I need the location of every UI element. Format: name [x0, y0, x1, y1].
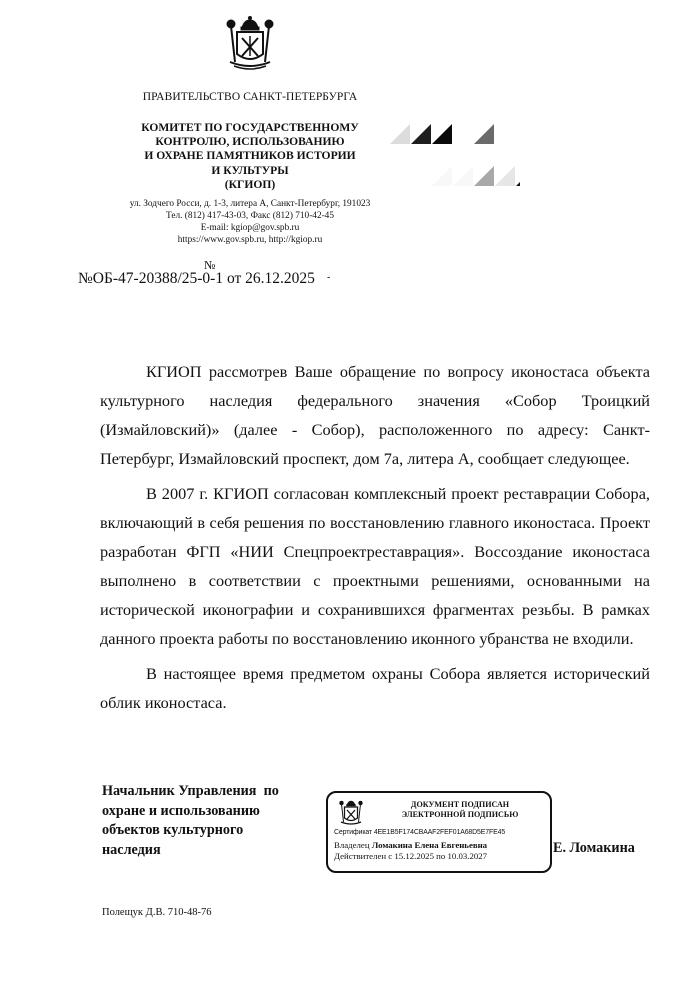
- electronic-signature-stamp: [326, 791, 552, 873]
- registration-number: №ОБ-47-20388/25-0-1 от 26.12.2025: [78, 270, 315, 287]
- committee-line: КОНТРОЛЮ, ИСПОЛЬЗОВАНИЮ: [155, 135, 345, 149]
- certificate-validity: Действителен с 15.12.2025 по 10.03.2027: [334, 851, 488, 861]
- contacts-block: [100, 198, 400, 246]
- committee-line: И КУЛЬТУРЫ: [211, 163, 289, 177]
- government-name: ПРАВИТЕЛЬСТВО САНКТ-ПЕТЕРБУРГА: [142, 91, 358, 103]
- committee-line: КОМИТЕТ ПО ГОСУДАРСТВЕННОМУ: [141, 121, 359, 134]
- registration-tick: -: [327, 272, 331, 283]
- triangle-mark: [432, 124, 452, 144]
- signatory-title-line: Начальник Управления по: [102, 783, 279, 799]
- stamp-heading: [370, 800, 550, 820]
- spb-coat-of-arms-icon: [336, 797, 366, 827]
- committee-name: [100, 121, 400, 192]
- committee-abbr: (КГИОП): [224, 177, 276, 191]
- triangle-code-icon: [390, 124, 520, 192]
- signatory-title-line: охране и использованию: [102, 802, 260, 819]
- triangle-mark: [390, 124, 410, 144]
- spb-coat-of-arms-icon: [222, 12, 278, 72]
- triangle-mark: [474, 124, 494, 144]
- websites: https://www.gov.spb.ru, http://kgiop.ru: [177, 235, 323, 245]
- triangle-mark: [411, 124, 431, 144]
- owner-label: Владелец: [334, 840, 372, 850]
- email: E-mail: kgiop@gov.spb.ru: [200, 223, 300, 233]
- triangle-mark: [495, 166, 515, 186]
- number-label: №: [204, 258, 216, 272]
- phone-fax: Тел. (812) 417-43-03, Факс (812) 710-42-45: [166, 211, 334, 221]
- triangle-mark: [453, 166, 473, 186]
- triangle-mark: [516, 182, 520, 186]
- paragraph: В настоящее время предметом охраны Собора является исторический облик иконостаса.: [100, 664, 650, 712]
- signatory-title-line: наследия: [102, 841, 161, 858]
- stamp-heading-line: ЭЛЕКТРОННОЙ ПОДПИСЬЮ: [401, 810, 519, 819]
- signatory-title: [102, 782, 322, 860]
- paragraph: КГИОП рассмотрев Ваше обращение по вопросу иконостаса объекта культурного наследия федерального значения «Собор Троицкий (Измайловский)» (далее - Собор), расположенного по адресу: Санкт-Петербург, Измайловский проспект, дом 7а, литера А, сообщает следующее.: [100, 362, 650, 468]
- triangle-mark: [432, 166, 452, 186]
- signatory-name: Е. Ломакина: [553, 840, 635, 856]
- owner-name: Ломакина Елена Евгеньевна: [371, 840, 488, 850]
- certificate-owner: [334, 840, 487, 850]
- stamp-heading-line: ДОКУМЕНТ ПОДПИСАН: [410, 800, 510, 809]
- certificate-number: Сертификат 4EE1B5F174CBAAF2FEF01A68D5E7FE45: [334, 829, 506, 836]
- signatory-title-line: объектов культурного: [102, 822, 244, 838]
- executor-contact: Полещук Д.В. 710-48-76: [102, 907, 212, 918]
- letter-body: [100, 357, 650, 717]
- address: ул. Зодчего Росси, д. 1-3, литера А, Санкт-Петербург, 191023: [129, 199, 371, 209]
- committee-line: И ОХРАНЕ ПАМЯТНИКОВ ИСТОРИИ: [144, 149, 356, 163]
- paragraph: В 2007 г. КГИОП согласован комплексный проект реставрации Собора, включающий в себя решения по восстановлению главного иконостаса. Проект разработан ФГП «НИИ Спецпроектреставрация». Воссоздание иконостаса выполнено в соответствии с проектными решениями, основанными на исторической иконографии и сохранившихся фрагментах резьбы. В рамках данного проекта работы по восстановлению иконного убранства не входили.: [100, 484, 650, 648]
- triangle-mark: [474, 166, 494, 186]
